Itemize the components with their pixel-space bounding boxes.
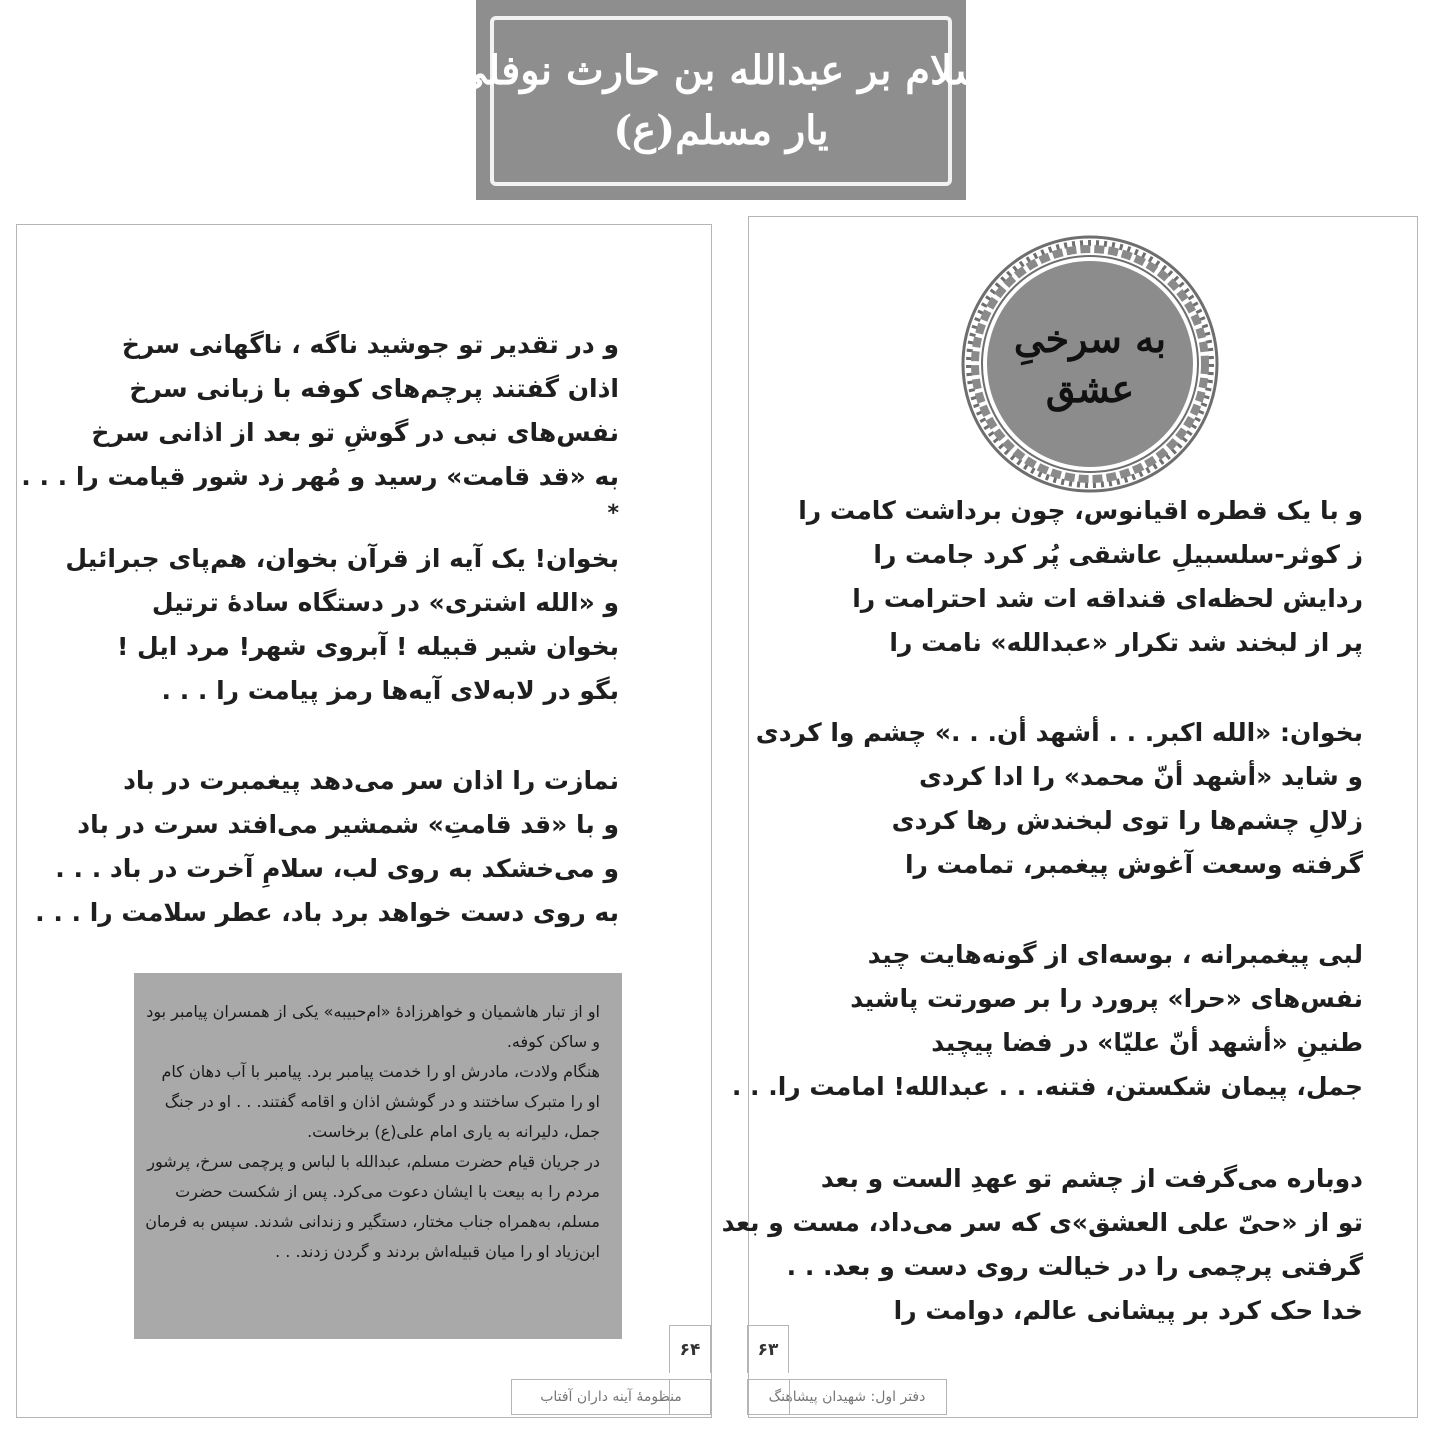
- footer-divider: [789, 1379, 790, 1415]
- verse-line: نفس‌های نبی در گوشِ تو بعد از اذانی سرخ: [91, 418, 619, 447]
- left-page: [16, 224, 712, 1418]
- page-number: ۶۳: [747, 1325, 789, 1373]
- verse-line: خدا حک کرد بر پیشانی عالم، دوامت را: [893, 1296, 1363, 1325]
- verse-line: ز کوثر-سلسبیلِ عاشقی پُر کرد جامت را: [873, 540, 1363, 569]
- footer-divider: [669, 1379, 670, 1415]
- left-stanza-3: [35, 759, 619, 935]
- verse-line: به «قد قامت» رسید و مُهر زد شور قیامت را . . .: [21, 462, 619, 491]
- verse-line: به روی دست خواهد برد باد، عطر سلامت را . . .: [35, 898, 619, 927]
- banner-title-line-2: یار مسلم(ع): [613, 107, 829, 154]
- verse-line: اذان گفتند پرچم‌های کوفه با زبانی سرخ: [129, 374, 619, 403]
- emblem-title-line-1: به سرخیِ: [1013, 316, 1167, 361]
- page-number: ۶۴: [669, 1325, 711, 1373]
- verse-line: گرفته وسعت آغوش پیغمبر، تمامت را: [904, 850, 1363, 879]
- verse-line: بگو در لابه‌لای آیه‌ها رمز پیامت را . . .: [161, 676, 619, 705]
- note-line: او از تبار هاشمیان و خواهرزادهٔ «ام‌حبیبه» یکی از همسران پیامبر بود: [146, 1002, 600, 1021]
- note-line: ابن‌زیاد او را میان قبیله‌اش بردند و گردن زدند. . .: [275, 1242, 600, 1261]
- verse-line: نفس‌های «حرا» پرورد را بر صورتت پاشید: [850, 984, 1363, 1013]
- biography-note: [134, 973, 622, 1339]
- note-line: مردم را به بیعت با ایشان دعوت می‌کرد. پس از شکست حضرت: [175, 1182, 600, 1201]
- note-line: او را متبرک ساختند و در گوشش اذان و اقامه گفتند. . . او در جنگ: [164, 1092, 600, 1111]
- right-stanza-2: [755, 711, 1363, 887]
- note-line: هنگام ولادت، مادرش او را خدمت پیامبر برد. پیامبر با آب دهان کام: [161, 1062, 600, 1081]
- verse-line: تو از «حیّ علی العشق»ی که سر می‌داد، مست و بعد: [721, 1208, 1363, 1237]
- verse-line: بخوان: «الله اکبر. . . أشهد أن. . .» چشم وا کردی: [755, 718, 1363, 747]
- title-emblem: [959, 233, 1221, 495]
- title-banner: [454, 0, 988, 200]
- right-stanza-4: [721, 1157, 1363, 1333]
- verse-line: لبی پیغمبرانه ، بوسه‌ای از گونه‌هایت چید: [867, 940, 1363, 969]
- left-stanza-1: [21, 323, 619, 529]
- verse-line: و «الله اشتری» در دستگاه سادهٔ ترتیل: [151, 588, 619, 617]
- verse-line: و می‌خشکد به روی لب، سلامِ آخرت در باد . . .: [55, 854, 619, 883]
- note-line: در جریان قیام حضرت مسلم، عبدالله با لباس و پرچمی سرخ، پرشور: [147, 1152, 600, 1171]
- verse-line: ردایش لحظه‌ای قنداقه ات شد احترامت را: [852, 584, 1363, 613]
- left-stanza-2: [65, 537, 619, 713]
- verse-line: زلالِ چشم‌ها را توی لبخندش رها کردی: [891, 806, 1363, 835]
- title-banner-frame: [454, 16, 988, 186]
- verse-line: نمازت را اذان سر می‌دهد پیغمبرت در باد: [123, 766, 619, 795]
- verse-line: و در تقدیر تو جوشید ناگه ، ناگهانی سرخ: [121, 330, 619, 359]
- verse-line: و با «قد قامتِ» شمشیر می‌افتد سرت در باد: [77, 810, 619, 839]
- emblem-title-line-2: عشق: [1045, 366, 1135, 411]
- verse-line: پر از لبخند شد تکرار «عبدالله» نامت را: [889, 628, 1363, 657]
- right-stanza-3: [731, 933, 1363, 1109]
- note-line: مسلم، به‌همراه جناب مختار، دستگیر و زندانی شدند. سپس به فرمان: [145, 1212, 600, 1231]
- page-footer: دفتر اول: شهیدان پیشاهنگ: [747, 1379, 947, 1415]
- verse-line: و شاید «أشهد أنّ محمد» را ادا کردی: [918, 762, 1363, 791]
- stanza-separator: *: [607, 501, 619, 526]
- verse-line: و با یک قطره اقیانوس، چون برداشت کامت را: [798, 496, 1363, 525]
- right-page: [721, 216, 1418, 1418]
- verse-line: بخوان شیر قبیله ! آبروی شهر! مرد ایل !: [116, 632, 619, 661]
- right-stanza-1: [798, 489, 1363, 665]
- emblem-title: [959, 233, 1221, 495]
- verse-line: گرفتی پرچمی را در خیالت روی دست و بعد. . .: [786, 1252, 1363, 1281]
- page-footer: منظومهٔ آینه داران آفتاب: [511, 1379, 711, 1415]
- note-line: جمل، دلیرانه به یاری امام علی(ع) برخاست.: [307, 1122, 600, 1141]
- note-line: و ساکن کوفه.: [506, 1032, 600, 1051]
- verse-line: بخوان! یک آیه از قرآن بخوان، هم‌پای جبرائیل: [65, 544, 619, 573]
- verse-line: جمل، پیمان شکستن، فتنه. . . عبدالله! امامت را. . .: [731, 1072, 1363, 1101]
- verse-line: طنینِ «أشهد أنّ علیّا» در فضا پیچید: [931, 1028, 1363, 1057]
- verse-line: دوباره می‌گرفت از چشم تو عهدِ الست و بعد: [820, 1164, 1363, 1193]
- banner-title-line-1: سلام بر عبدالله بن حارث نوفلی: [454, 47, 988, 94]
